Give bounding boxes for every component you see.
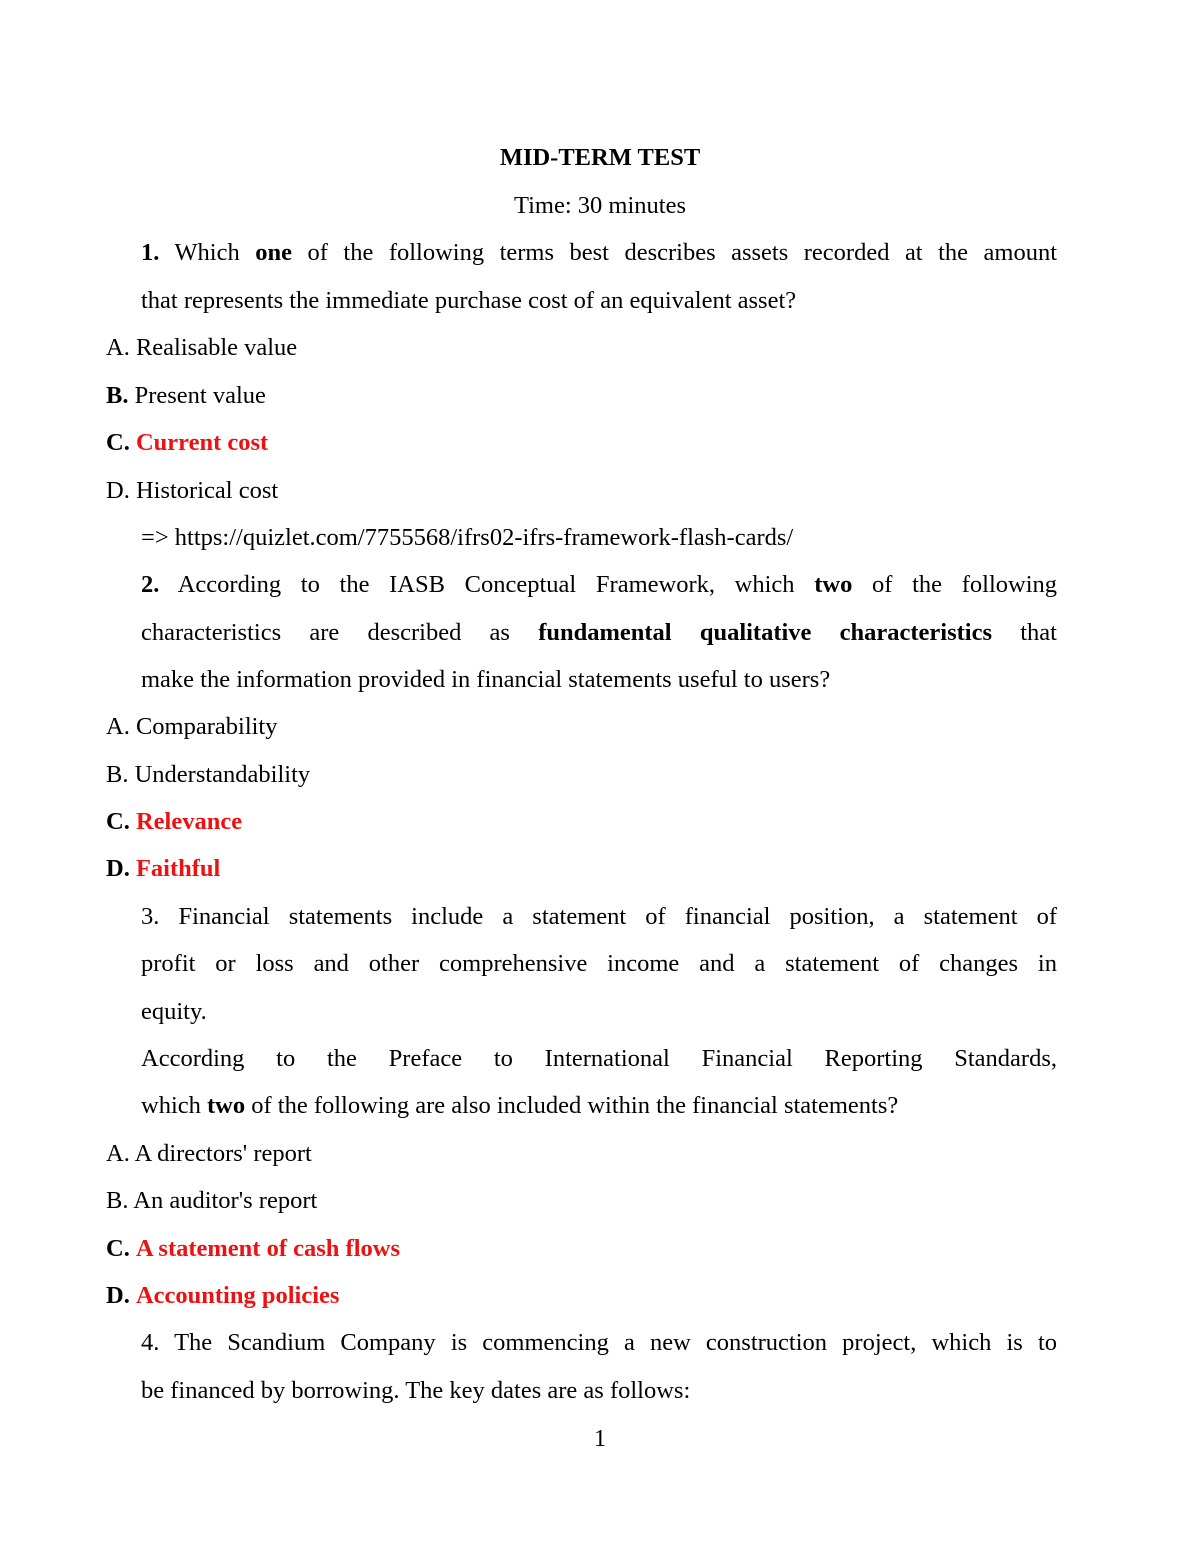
q3-line-4: According to the Preface to International Financial Reporting Standards, bbox=[141, 1045, 1057, 1072]
q3-option-a: A. A directors' report bbox=[106, 1140, 312, 1167]
q2-option-d-answer: D. Faithful bbox=[106, 855, 221, 882]
q3-line-2: profit or loss and other comprehensive income and a statement of changes in bbox=[141, 950, 1057, 977]
q1-line-2: that represents the immediate purchase cost of an equivalent asset? bbox=[141, 287, 797, 314]
q2-line-2: characteristics are described as fundamental qualitative characteristics that bbox=[141, 619, 1057, 646]
q2-number: 2. bbox=[141, 571, 160, 598]
q1-option-c-answer: C. Current cost bbox=[106, 429, 269, 456]
q2-option-c-answer: C. Relevance bbox=[106, 808, 243, 835]
time-limit: Time: 30 minutes bbox=[514, 192, 686, 219]
q1-reference-link: => https://quizlet.com/7755568/ifrs02-ifrs-framework-flash-cards/ bbox=[141, 524, 794, 551]
q4-line-2: be financed by borrowing. The key dates are as follows: bbox=[141, 1377, 691, 1404]
q1-line-1: 1. Which one of the following terms best describes assets recorded at the amount bbox=[141, 239, 1058, 266]
q2-line-1: 2. According to the IASB Conceptual Framework, which two of the following bbox=[141, 571, 1058, 598]
q1-option-d: D. Historical cost bbox=[106, 477, 279, 504]
q3-line-1: 3. Financial statements include a statement of financial position, a statement of bbox=[141, 903, 1057, 930]
page-number: 1 bbox=[593, 1425, 607, 1452]
q3-option-b: B. An auditor's report bbox=[106, 1187, 318, 1214]
q1-option-b: B. Present value bbox=[106, 382, 266, 409]
q3-option-d-answer: D. Accounting policies bbox=[106, 1282, 340, 1309]
q2-option-b: B. Understandability bbox=[106, 761, 311, 788]
q1-number: 1. bbox=[141, 239, 160, 266]
doc-title: MID-TERM TEST bbox=[499, 144, 701, 171]
q3-option-c-answer: C. A statement of cash flows bbox=[106, 1235, 400, 1262]
q1-option-a: A. Realisable value bbox=[106, 334, 298, 361]
q2-option-a: A. Comparability bbox=[106, 713, 278, 740]
q4-line-1: 4. The Scandium Company is commencing a new construction project, which is to bbox=[141, 1329, 1057, 1356]
q3-line-3: equity. bbox=[141, 998, 207, 1025]
q3-line-5: which two of the following are also included within the financial statements? bbox=[141, 1092, 899, 1119]
q2-line-3: make the information provided in financial statements useful to users? bbox=[141, 666, 831, 693]
